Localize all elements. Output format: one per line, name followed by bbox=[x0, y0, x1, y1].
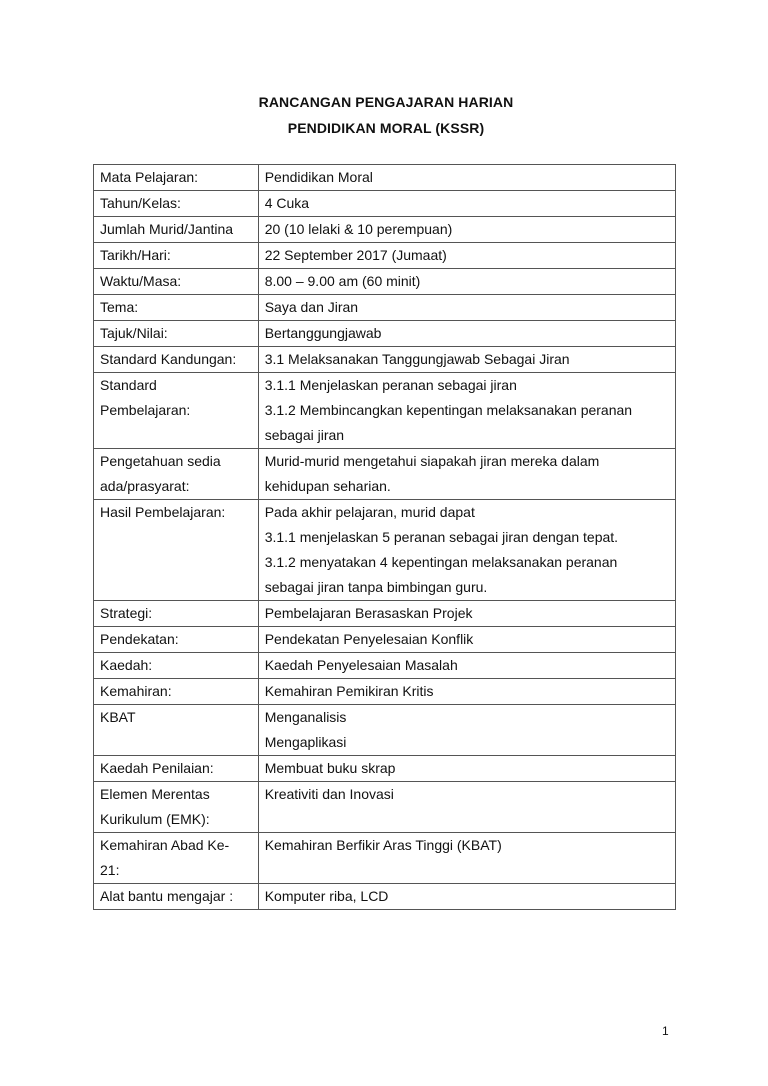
row-value: Komputer riba, LCD bbox=[264, 888, 389, 904]
row-value-cell bbox=[258, 782, 675, 833]
row-value: 22 September 2017 (Jumaat) bbox=[264, 247, 447, 263]
row-value: Kreativiti dan Inovasi bbox=[264, 786, 394, 802]
row-label-cell bbox=[94, 191, 259, 217]
row-value: Saya dan Jiran bbox=[264, 299, 359, 315]
row-value-cell bbox=[258, 347, 675, 373]
row-label: Tarikh/Hari: bbox=[100, 247, 171, 263]
row-label-cell bbox=[94, 756, 259, 782]
row-value: 8.00 – 9.00 am (60 minit) bbox=[264, 273, 421, 289]
row-value: Kemahiran Berfikir Aras Tinggi (KBAT) bbox=[264, 837, 502, 853]
row-value: sebagai jiran bbox=[264, 427, 345, 443]
table-row bbox=[94, 756, 676, 782]
table-row bbox=[94, 833, 676, 884]
row-label: Kemahiran: bbox=[100, 683, 172, 699]
page-number: 1 bbox=[662, 1024, 669, 1038]
row-label: Tahun/Kelas: bbox=[100, 195, 181, 211]
row-value-cell bbox=[258, 295, 675, 321]
row-label: Alat bantu mengajar : bbox=[100, 888, 234, 904]
row-label-cell bbox=[94, 321, 259, 347]
row-label: Tema: bbox=[100, 299, 139, 315]
row-value: Membuat buku skrap bbox=[264, 760, 396, 776]
row-label-cell bbox=[94, 449, 259, 500]
table-row bbox=[94, 321, 676, 347]
row-value-cell bbox=[258, 627, 675, 653]
row-value-cell bbox=[258, 269, 675, 295]
table-row bbox=[94, 295, 676, 321]
row-value: Kaedah Penyelesaian Masalah bbox=[264, 657, 458, 673]
table-row bbox=[94, 165, 676, 191]
table-row bbox=[94, 679, 676, 705]
row-label: Pembelajaran: bbox=[100, 402, 191, 418]
row-label-cell bbox=[94, 165, 259, 191]
row-label: 21: bbox=[100, 862, 120, 878]
table-row bbox=[94, 191, 676, 217]
row-label: ada/prasyarat: bbox=[100, 478, 190, 494]
row-label-cell bbox=[94, 653, 259, 679]
row-value: 3.1.1 Menjelaskan peranan sebagai jiran bbox=[264, 377, 517, 393]
row-value-cell bbox=[258, 191, 675, 217]
table-row bbox=[94, 500, 676, 601]
row-label: KBAT bbox=[100, 709, 136, 725]
table-row bbox=[94, 782, 676, 833]
row-value: sebagai jiran tanpa bimbingan guru. bbox=[264, 579, 488, 595]
row-label-cell bbox=[94, 884, 259, 910]
row-label: Pendekatan: bbox=[100, 631, 179, 647]
row-label: Kemahiran Abad Ke- bbox=[100, 837, 230, 853]
lesson-plan-table bbox=[93, 164, 676, 910]
table-row bbox=[94, 217, 676, 243]
table-row bbox=[94, 653, 676, 679]
table-row bbox=[94, 705, 676, 756]
row-value: 3.1 Melaksanakan Tanggungjawab Sebagai Jiran bbox=[264, 351, 570, 367]
row-value-cell bbox=[258, 884, 675, 910]
row-label-cell bbox=[94, 500, 259, 601]
row-value: Pada akhir pelajaran, murid dapat bbox=[264, 504, 475, 520]
row-value: Menganalisis bbox=[264, 709, 347, 725]
row-label-cell bbox=[94, 217, 259, 243]
row-label-cell bbox=[94, 347, 259, 373]
row-value-cell bbox=[258, 756, 675, 782]
table-row bbox=[94, 269, 676, 295]
row-value-cell bbox=[258, 243, 675, 269]
row-value: 4 Cuka bbox=[264, 195, 310, 211]
table-row bbox=[94, 884, 676, 910]
row-label-cell bbox=[94, 782, 259, 833]
row-label-cell bbox=[94, 601, 259, 627]
row-value: 20 (10 lelaki & 10 perempuan) bbox=[264, 221, 453, 237]
table-row bbox=[94, 243, 676, 269]
row-value: Bertanggungjawab bbox=[264, 325, 382, 341]
row-value-cell bbox=[258, 321, 675, 347]
row-value-cell bbox=[258, 373, 675, 449]
row-value-cell bbox=[258, 601, 675, 627]
row-value: Mengaplikasi bbox=[264, 734, 347, 750]
row-value: 3.1.2 menyatakan 4 kepentingan melaksanakan peranan bbox=[264, 554, 618, 570]
table-row bbox=[94, 601, 676, 627]
lesson-plan-table-body bbox=[94, 165, 676, 910]
row-label-cell bbox=[94, 269, 259, 295]
row-value-cell bbox=[258, 679, 675, 705]
row-label-cell bbox=[94, 243, 259, 269]
row-value-cell bbox=[258, 500, 675, 601]
row-label: Mata Pelajaran: bbox=[100, 169, 199, 185]
row-label-cell bbox=[94, 833, 259, 884]
row-value: Murid-murid mengetahui siapakah jiran mereka dalam bbox=[264, 453, 600, 469]
row-value: 3.1.1 menjelaskan 5 peranan sebagai jiran dengan tepat. bbox=[264, 529, 619, 545]
table-row bbox=[94, 347, 676, 373]
row-value-cell bbox=[258, 217, 675, 243]
row-label: Jumlah Murid/Jantina bbox=[100, 221, 234, 237]
row-label-cell bbox=[94, 705, 259, 756]
document-title: RANCANGAN PENGAJARAN HARIAN bbox=[258, 94, 514, 110]
row-label: Elemen Merentas bbox=[100, 786, 210, 802]
table-row bbox=[94, 449, 676, 500]
row-value-cell bbox=[258, 165, 675, 191]
row-label: Pengetahuan sedia bbox=[100, 453, 221, 469]
row-label: Kaedah: bbox=[100, 657, 153, 673]
row-label-cell bbox=[94, 679, 259, 705]
row-value-cell bbox=[258, 705, 675, 756]
row-label: Kaedah Penilaian: bbox=[100, 760, 214, 776]
row-value: Pendidikan Moral bbox=[264, 169, 373, 185]
row-label: Hasil Pembelajaran: bbox=[100, 504, 226, 520]
row-label: Kurikulum (EMK): bbox=[100, 811, 210, 827]
row-label: Standard bbox=[100, 377, 157, 393]
row-label-cell bbox=[94, 373, 259, 449]
row-value-cell bbox=[258, 449, 675, 500]
row-value: kehidupan seharian. bbox=[264, 478, 391, 494]
row-label: Strategi: bbox=[100, 605, 153, 621]
row-value-cell bbox=[258, 653, 675, 679]
row-value: Pembelajaran Berasaskan Projek bbox=[264, 605, 473, 621]
row-value: Kemahiran Pemikiran Kritis bbox=[264, 683, 434, 699]
row-value: Pendekatan Penyelesaian Konflik bbox=[264, 631, 474, 647]
table-row bbox=[94, 627, 676, 653]
document-subtitle: PENDIDIKAN MORAL (KSSR) bbox=[287, 120, 485, 136]
row-label: Waktu/Masa: bbox=[100, 273, 182, 289]
row-label: Tajuk/Nilai: bbox=[100, 325, 168, 341]
row-label-cell bbox=[94, 627, 259, 653]
row-label-cell bbox=[94, 295, 259, 321]
row-label: Standard Kandungan: bbox=[100, 351, 237, 367]
row-value-cell bbox=[258, 833, 675, 884]
table-row bbox=[94, 373, 676, 449]
row-value: 3.1.2 Membincangkan kepentingan melaksanakan peranan bbox=[264, 402, 633, 418]
